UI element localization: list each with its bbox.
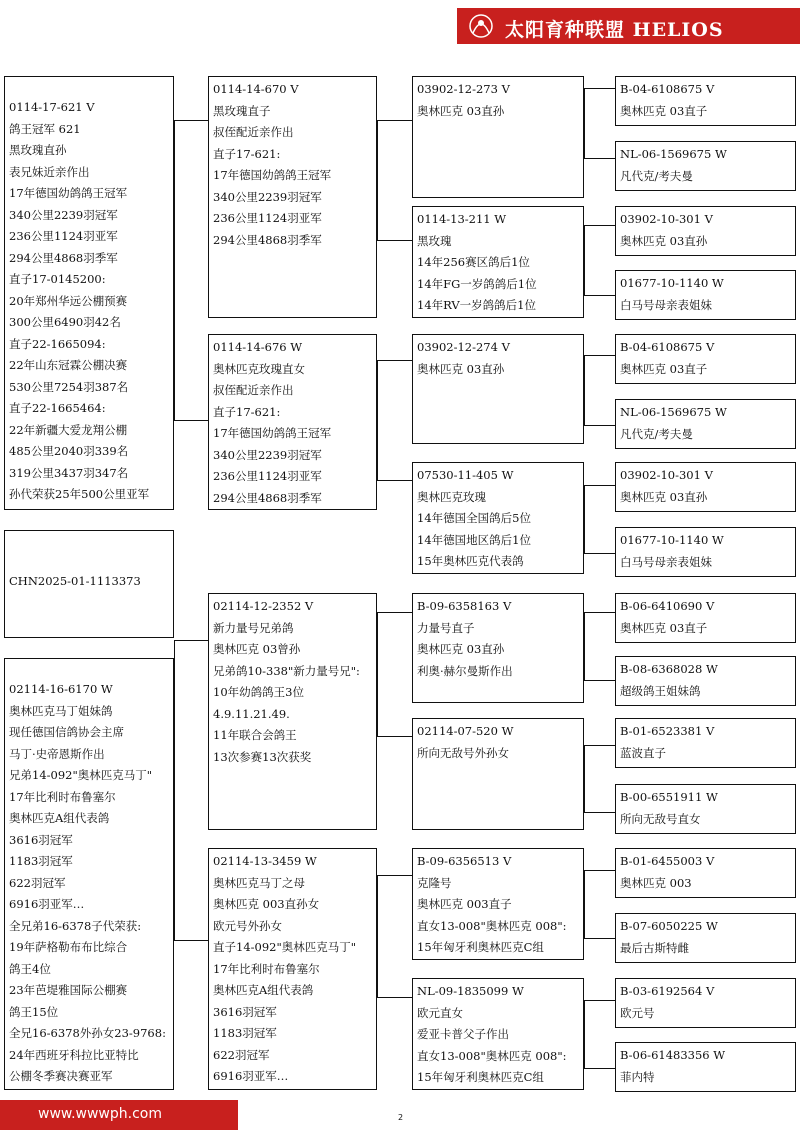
pedigree-line: 1183羽冠军	[9, 854, 73, 868]
pedigree-line: 全兄弟16-6378子代荣获:	[9, 918, 142, 933]
connector-line	[377, 240, 412, 241]
pedigree-box-gen4	[615, 718, 796, 768]
pedigree-line: 直子17-0145200:	[9, 272, 106, 286]
pedigree-line: 欧元号外孙女	[213, 918, 282, 933]
pedigree-line: 14年RV一岁鸽鸽后1位	[417, 298, 537, 312]
pedigree-line: 14年256赛区鸽后1位	[417, 255, 530, 269]
pedigree-line: 6916羽亚军…	[9, 897, 85, 911]
pedigree-line: 1183羽冠军	[213, 1026, 277, 1040]
pedigree-line: 奥林匹克马丁之母	[213, 875, 305, 890]
pedigree-line: 兄弟鸽10-338"新力量号兄":	[213, 663, 360, 678]
pedigree-line: 01677-10-1140 W	[620, 533, 724, 547]
pedigree-line: 黑玫瑰	[417, 233, 452, 248]
pedigree-line: 15年匈牙利奥林匹克C组	[417, 940, 544, 954]
pedigree-box-gen3	[412, 206, 584, 318]
pedigree-line: 黑玫瑰直子	[213, 103, 271, 118]
pedigree-line: 奥林匹克 03直子	[620, 620, 708, 635]
pedigree-line: 直女13-008"奥林匹克 008":	[417, 918, 567, 933]
pedigree-box-gen3	[412, 462, 584, 574]
pedigree-line: 340公里2239羽冠军	[213, 189, 322, 204]
connector-line	[377, 997, 412, 998]
pedigree-line: 485公里2040羽339名	[9, 444, 129, 458]
pedigree-box-gen2	[208, 848, 377, 1090]
pedigree-line: 02114-16-6170 W	[9, 682, 113, 696]
pedigree-line: 直女13-008"奥林匹克 008":	[417, 1048, 567, 1063]
pedigree-line: B-00-6551911 W	[620, 790, 718, 804]
connector-line	[584, 88, 585, 158]
pedigree-line: 13次参赛13次获奖	[213, 749, 312, 764]
pedigree-line: 294公里4868羽季军	[213, 232, 322, 247]
connector-line	[174, 120, 175, 420]
connector-line	[584, 745, 615, 746]
pedigree-line: 所向无敌号直女	[620, 811, 701, 826]
pedigree-line: 奥林匹克 03直孙	[620, 489, 708, 504]
pedigree-box-gen4	[615, 76, 796, 126]
pedigree-line: 236公里1124羽亚军	[9, 229, 118, 243]
pedigree-line: 3616羽冠军	[213, 1004, 277, 1019]
pedigree-line: 0114-14-676 W	[213, 340, 303, 354]
pedigree-line: 奥林匹克玫瑰直女	[213, 361, 305, 376]
pedigree-line: B-08-6368028 W	[620, 662, 718, 676]
pedigree-line: 15年匈牙利奥林匹克C组	[417, 1070, 544, 1084]
pedigree-line: 利奥·赫尔曼斯作出	[417, 663, 513, 678]
pedigree-line: 公棚冬季赛决赛亚军	[9, 1069, 113, 1083]
pedigree-line: 菲内特	[620, 1069, 655, 1084]
pedigree-line: 14年德国地区鸽后1位	[417, 532, 531, 547]
brand-header	[457, 8, 800, 44]
connector-line	[174, 640, 175, 940]
pedigree-line: 02114-07-520 W	[417, 724, 514, 738]
pedigree-line: 孙代荣获25年500公里亚军	[9, 487, 150, 501]
pedigree-box-gen3	[412, 76, 584, 198]
pedigree-box-gen4	[615, 848, 796, 898]
connector-line	[584, 553, 615, 554]
pedigree-box-gen4	[615, 784, 796, 834]
pedigree-line: B-06-6410690 V	[620, 599, 715, 613]
pedigree-line: NL-06-1569675 W	[620, 147, 727, 161]
connector-line	[584, 88, 615, 89]
pedigree-line: 01677-10-1140 W	[620, 276, 724, 290]
pedigree-line: 23年芭堤雅国际公棚赛	[9, 983, 128, 997]
pedigree-line: B-04-6108675 V	[620, 82, 715, 96]
pedigree-box-gen3	[412, 848, 584, 960]
pedigree-line: 直子17-621:	[213, 404, 281, 419]
pedigree-box-gen3	[412, 593, 584, 703]
connector-line	[174, 420, 208, 421]
pedigree-line: 凡代克/考夫曼	[620, 426, 693, 441]
pedigree-box-gen4	[615, 978, 796, 1028]
footer-bar	[0, 1100, 238, 1130]
footer-url: www.wwwph.com	[38, 1106, 162, 1122]
pedigree-line: 黑玫瑰直孙	[9, 143, 67, 157]
connector-line	[584, 938, 615, 939]
pedigree-line: 奥林匹克 003直孙女	[213, 897, 320, 911]
helios-logo-icon	[465, 11, 497, 41]
pedigree-line: B-07-6050225 W	[620, 919, 718, 933]
connector-line	[584, 812, 615, 813]
connector-line	[377, 736, 412, 737]
pedigree-line: 白马号母亲表姐妹	[620, 297, 712, 312]
pedigree-line: 236公里1124羽亚军	[213, 211, 322, 225]
pedigree-line: 超级鸽王姐妹鸽	[620, 683, 701, 698]
pedigree-line: 6916羽亚军…	[213, 1069, 289, 1083]
pedigree-line: 所向无敌号外孙女	[417, 745, 509, 760]
pedigree-line: 319公里3437羽347名	[9, 465, 129, 480]
connector-line	[584, 745, 585, 812]
pedigree-line: NL-06-1569675 W	[620, 405, 727, 419]
pedigree-line: 340公里2239羽冠军	[213, 447, 322, 462]
pedigree-line: 19年萨格勒布布比综合	[9, 940, 128, 954]
pedigree-box-gen4	[615, 656, 796, 706]
connector-line	[377, 480, 412, 481]
connector-line	[584, 680, 615, 681]
connector-line	[584, 295, 615, 296]
pedigree-line: 奥林匹克 03直孙	[417, 361, 505, 376]
pedigree-box-gen4	[615, 913, 796, 963]
pedigree-line: 3616羽冠军	[9, 832, 73, 847]
pedigree-line: 622羽冠军	[9, 875, 66, 890]
pedigree-box-gen4	[615, 206, 796, 256]
pedigree-line: 0114-17-621 V	[9, 100, 95, 114]
pedigree-line: 奥林匹克马丁姐妹鸽	[9, 703, 113, 718]
connector-line	[377, 875, 378, 997]
pedigree-line: 马丁·史帝恩斯作出	[9, 746, 105, 761]
pedigree-line: 10年幼鸽鸽王3位	[213, 685, 304, 699]
connector-line	[584, 1000, 615, 1001]
pedigree-line: 4.9.11.21.49.	[213, 706, 290, 721]
pedigree-box-gen4	[615, 527, 796, 577]
pedigree-line: 奥林匹克 03直孙	[417, 642, 505, 656]
pedigree-box-gen3	[412, 334, 584, 444]
pedigree-line: 奥林匹克A组代表鸽	[9, 811, 110, 825]
pedigree-line: 直子14-092"奥林匹克马丁"	[213, 940, 357, 954]
pedigree-box-gen4	[615, 141, 796, 191]
pedigree-box-gen4	[615, 334, 796, 384]
connector-line	[377, 360, 412, 361]
pedigree-line: 叔侄配近亲作出	[213, 125, 294, 139]
pedigree-line: 0114-13-211 W	[417, 212, 507, 226]
pedigree-box-gen2	[208, 76, 377, 318]
pedigree-line: 622羽冠军	[213, 1047, 270, 1062]
pedigree-line: NL-09-1835099 W	[417, 984, 524, 998]
connector-line	[584, 870, 585, 938]
pedigree-line: 294公里4868羽季军	[9, 250, 118, 265]
pedigree-line: B-04-6108675 V	[620, 340, 715, 354]
pedigree-line: 02114-13-3459 W	[213, 854, 317, 868]
connector-line	[174, 940, 208, 941]
pedigree-line: 17年德国幼鸽鸽王冠军	[9, 186, 128, 200]
connector-line	[584, 158, 615, 159]
connector-line	[377, 120, 378, 240]
pedigree-line: 表兄妹近亲作出	[9, 164, 90, 179]
pedigree-line: 兄弟14-092"奥林匹克马丁"	[9, 768, 153, 782]
connector-line	[584, 1000, 585, 1068]
pedigree-line: 奥林匹克 03直孙	[417, 103, 505, 118]
pedigree-line: 17年德国幼鸽鸽王冠军	[213, 426, 332, 440]
pedigree-line: 克隆号	[417, 875, 452, 890]
pedigree-line: 22年新疆大爱龙翔公棚	[9, 422, 128, 437]
connector-line	[377, 875, 412, 876]
connector-line	[584, 225, 615, 226]
pedigree-box-gen3	[412, 978, 584, 1090]
pedigree-line: 奥林匹克玫瑰	[417, 489, 486, 504]
pedigree-line: 爱亚卡普父子作出	[417, 1027, 509, 1041]
pedigree-box-gen4	[615, 399, 796, 449]
pedigree-line: 236公里1124羽亚军	[213, 469, 322, 483]
pedigree-line: 奥林匹克 03曾孙	[213, 642, 301, 656]
connector-line	[377, 612, 412, 613]
pedigree-line: 294公里4868羽季军	[213, 490, 322, 505]
pedigree-box-gen3	[412, 718, 584, 830]
pedigree-line: B-03-6192564 V	[620, 984, 715, 998]
pedigree-box-subject	[4, 530, 174, 638]
connector-line	[174, 120, 208, 121]
pedigree-line: 11年联合会鸽王	[213, 728, 297, 742]
pedigree-box-gen2	[208, 334, 377, 510]
pedigree-line: 03902-10-301 V	[620, 468, 713, 482]
pedigree-line: 奥林匹克 003	[620, 875, 692, 890]
pedigree-line: 现任德国信鸽协会主席	[9, 725, 124, 739]
pedigree-line: 最后古斯特雌	[620, 940, 689, 955]
pedigree-line: 14年FG一岁鸽鸽后1位	[417, 276, 537, 291]
connector-line	[584, 425, 615, 426]
pedigree-line: 欧元号	[620, 1005, 655, 1020]
pedigree-line: 欧元直女	[417, 1005, 463, 1020]
connector-line	[584, 612, 615, 613]
connector-line	[584, 485, 585, 553]
pedigree-line: 03902-12-274 V	[417, 340, 510, 354]
pedigree-line: 340公里2239羽冠军	[9, 207, 118, 222]
pedigree-line: CHN2025-01-1113373	[9, 574, 141, 588]
connector-line	[584, 485, 615, 486]
pedigree-line: 03902-10-301 V	[620, 212, 713, 226]
pedigree-line: 15年奥林匹克代表鸽	[417, 554, 524, 568]
pedigree-line: 白马号母亲表姐妹	[620, 554, 712, 569]
pedigree-line: 02114-12-2352 V	[213, 599, 314, 613]
pedigree-line: 全兄16-6378外孙女23-9768:	[9, 1026, 166, 1040]
pedigree-box-subject-sire	[4, 76, 174, 510]
connector-line	[377, 360, 378, 480]
pedigree-line: 鸽王15位	[9, 1004, 59, 1019]
pedigree-line: 300公里6490羽42名	[9, 315, 121, 329]
pedigree-line: B-01-6455003 V	[620, 854, 715, 868]
connector-line	[584, 225, 585, 295]
pedigree-line: 奥林匹克 03直孙	[620, 233, 708, 248]
pedigree-line: 直子17-621:	[213, 146, 281, 161]
pedigree-line: 鸽王冠军 621	[9, 121, 81, 136]
pedigree-line: 17年比利时布鲁塞尔	[9, 789, 116, 804]
pedigree-line: 14年德国全国鸽后5位	[417, 511, 531, 525]
connector-line	[377, 120, 412, 121]
pedigree-line: 奥林匹克 03直子	[620, 103, 708, 118]
pedigree-box-gen4	[615, 593, 796, 643]
connector-line	[377, 612, 378, 736]
connector-line	[584, 355, 585, 425]
connector-line	[584, 612, 585, 680]
pedigree-line: 力量号直子	[417, 620, 475, 635]
pedigree-line: B-06-61483356 W	[620, 1048, 726, 1062]
pedigree-box-gen4	[615, 270, 796, 320]
pedigree-box-gen4	[615, 1042, 796, 1092]
pedigree-line: B-09-6356513 V	[417, 854, 512, 868]
brand-title: 太阳育种联盟 HELIOS	[505, 19, 724, 41]
pedigree-line: 蓝波直子	[620, 745, 666, 760]
pedigree-line: 22年山东冠霖公棚决赛	[9, 358, 128, 372]
pedigree-line: 新力量号兄弟鸽	[213, 620, 294, 635]
pedigree-line: 直子22-1665094:	[9, 336, 106, 351]
connector-line	[584, 870, 615, 871]
pedigree-line: 17年德国幼鸽鸽王冠军	[213, 168, 332, 182]
pedigree-line: 24年西班牙科拉比亚特比	[9, 1047, 139, 1062]
pedigree-line: 03902-12-273 V	[417, 82, 510, 96]
connector-line	[584, 1068, 615, 1069]
pedigree-box-gen4	[615, 462, 796, 512]
pedigree-line: 凡代克/考夫曼	[620, 168, 693, 183]
page-number: 2	[398, 1113, 404, 1122]
pedigree-line: 07530-11-405 W	[417, 468, 514, 482]
pedigree-box-gen2	[208, 593, 377, 830]
connector-line	[174, 640, 208, 641]
pedigree-line: 17年比利时布鲁塞尔	[213, 961, 320, 976]
pedigree-line: 奥林匹克 003直子	[417, 897, 512, 911]
pedigree-line: 奥林匹克A组代表鸽	[213, 983, 314, 997]
pedigree-line: 直子22-1665464:	[9, 401, 106, 415]
pedigree-line: 鸽王4位	[9, 961, 51, 976]
pedigree-line: 叔侄配近亲作出	[213, 383, 294, 397]
pedigree-line: 20年郑州华远公棚预赛	[9, 293, 128, 308]
pedigree-line: 530公里7254羽387名	[9, 379, 129, 394]
pedigree-line: 奥林匹克 03直子	[620, 361, 708, 376]
pedigree-box-subject-dam	[4, 658, 174, 1090]
connector-line	[584, 355, 615, 356]
pedigree-line: B-09-6358163 V	[417, 599, 512, 613]
pedigree-line: B-01-6523381 V	[620, 724, 715, 738]
pedigree-line: 0114-14-670 V	[213, 82, 299, 96]
